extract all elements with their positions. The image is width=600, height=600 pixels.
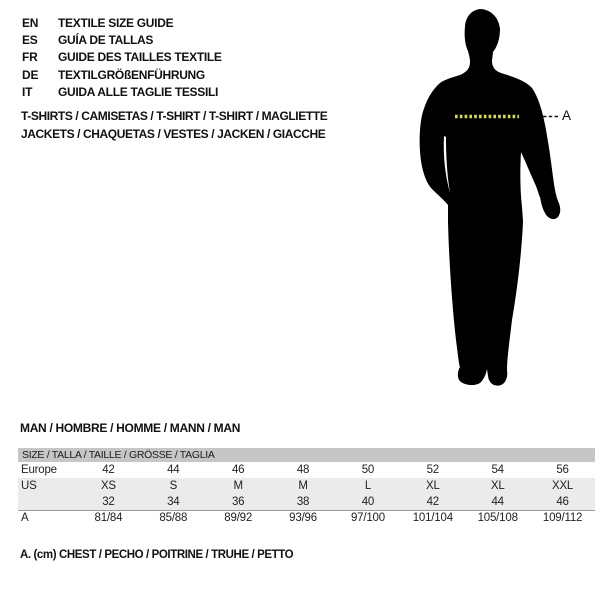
size-table-cell: 89/92 (206, 510, 271, 526)
language-label: TEXTILE SIZE GUIDE (58, 15, 174, 30)
size-table-cell: 109/112 (530, 510, 595, 526)
language-row (22, 31, 222, 48)
size-table-cell: 46 (231, 464, 245, 476)
size-table-cell: 54 (491, 464, 504, 476)
category-line: T-SHIRTS / CAMISETAS / T-SHIRT / T-SHIRT / MAGLIETTE (21, 109, 328, 123)
language-list (22, 14, 222, 101)
man-silhouette-figure (405, 5, 600, 395)
size-table-cell: S (141, 478, 206, 494)
size-table-cell: M (206, 478, 271, 494)
category-list (21, 108, 327, 143)
size-table-cell: 105/108 (465, 510, 530, 526)
size-table-cell: XS (76, 478, 141, 494)
size-table-cell: 93/96 (271, 510, 336, 526)
language-code: ES (22, 33, 38, 48)
language-row (22, 66, 222, 83)
size-table-cell: 56 (556, 464, 569, 476)
size-table-row-label: US (18, 478, 76, 494)
size-table-cell: 50 (361, 464, 375, 476)
language-label: GUIDE DES TAILLES TEXTILE (58, 50, 222, 65)
size-table-row (18, 478, 595, 494)
size-table-row (18, 462, 595, 478)
language-code: DE (22, 67, 39, 82)
language-label: TEXTILGRÖßENFÜHRUNG (58, 67, 205, 82)
size-table-cell: 44 (167, 464, 180, 476)
size-table-cell: 101/104 (400, 510, 465, 526)
size-table (18, 448, 595, 526)
size-table-cell: 85/88 (141, 510, 206, 526)
size-table-cell: 97/100 (336, 510, 401, 526)
measure-label-a: A (562, 108, 572, 123)
language-row (22, 14, 222, 31)
size-table-wrap (18, 448, 595, 526)
measurement-footnote: A. (cm) CHEST / PECHO / POITRINE / TRUHE / PETTO (20, 549, 294, 561)
language-label: GUIDA ALLE TAGLIE TESSILI (58, 85, 219, 100)
size-table-cell: XL (465, 478, 530, 494)
size-table-cell: M (271, 478, 336, 494)
man-silhouette-shape (420, 9, 561, 386)
size-table-row-label: Europe (21, 464, 57, 476)
language-label: GUÍA DE TALLAS (58, 33, 154, 48)
category-line: JACKETS / CHAQUETAS / VESTES / JACKEN / GIACCHE (21, 126, 326, 141)
size-table-cell: 40 (336, 494, 401, 510)
section-title: MAN / HOMBRE / HOMME / MANN / MAN (20, 421, 241, 435)
size-table-cell: 46 (530, 494, 595, 510)
language-code: FR (22, 50, 38, 65)
language-code: IT (22, 85, 33, 100)
size-table-cell: 38 (271, 494, 336, 510)
size-table-row-label: A (18, 510, 76, 526)
size-table-cell: 36 (206, 494, 271, 510)
language-row (22, 84, 222, 101)
size-table-cell: 42 (102, 464, 115, 476)
size-table-cell: XL (400, 478, 465, 494)
size-table-row (18, 510, 595, 526)
language-row (22, 49, 222, 66)
size-table-header-cell: SIZE / TALLA / TAILLE / GRÖSSE / TAGLIA (18, 448, 595, 462)
language-code: EN (22, 15, 39, 30)
size-table-row-label (18, 494, 76, 510)
size-table-cell: XXL (530, 478, 595, 494)
size-table-header-row (18, 448, 595, 462)
man-silhouette-svg (405, 5, 600, 395)
size-table-cell: 48 (296, 464, 310, 476)
size-table-row (18, 494, 595, 510)
size-table-cell: 34 (141, 494, 206, 510)
size-table-body (18, 448, 595, 526)
size-table-cell: 32 (76, 494, 141, 510)
size-table-cell: 52 (426, 464, 440, 476)
size-table-cell: 81/84 (76, 510, 141, 526)
size-table-cell: L (336, 478, 401, 494)
size-table-cell: 42 (400, 494, 465, 510)
size-table-cell: 44 (465, 494, 530, 510)
